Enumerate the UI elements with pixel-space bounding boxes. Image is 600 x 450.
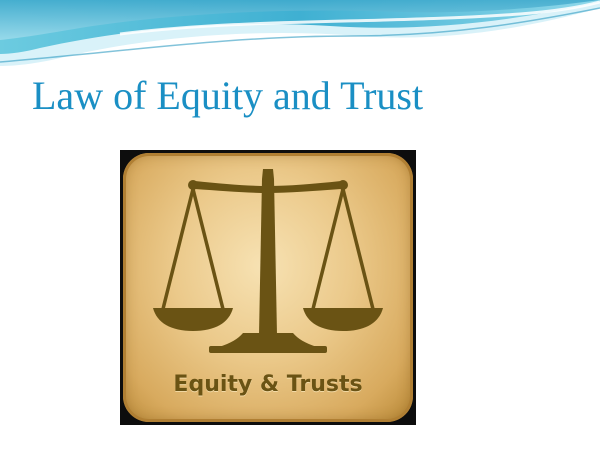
icon-tile bbox=[123, 153, 413, 422]
header-wave-decoration bbox=[0, 0, 600, 80]
slide-title: Law of Equity and Trust bbox=[32, 73, 424, 118]
equity-trusts-picture bbox=[120, 150, 416, 425]
icon-caption: Equity & Trusts bbox=[173, 372, 363, 397]
